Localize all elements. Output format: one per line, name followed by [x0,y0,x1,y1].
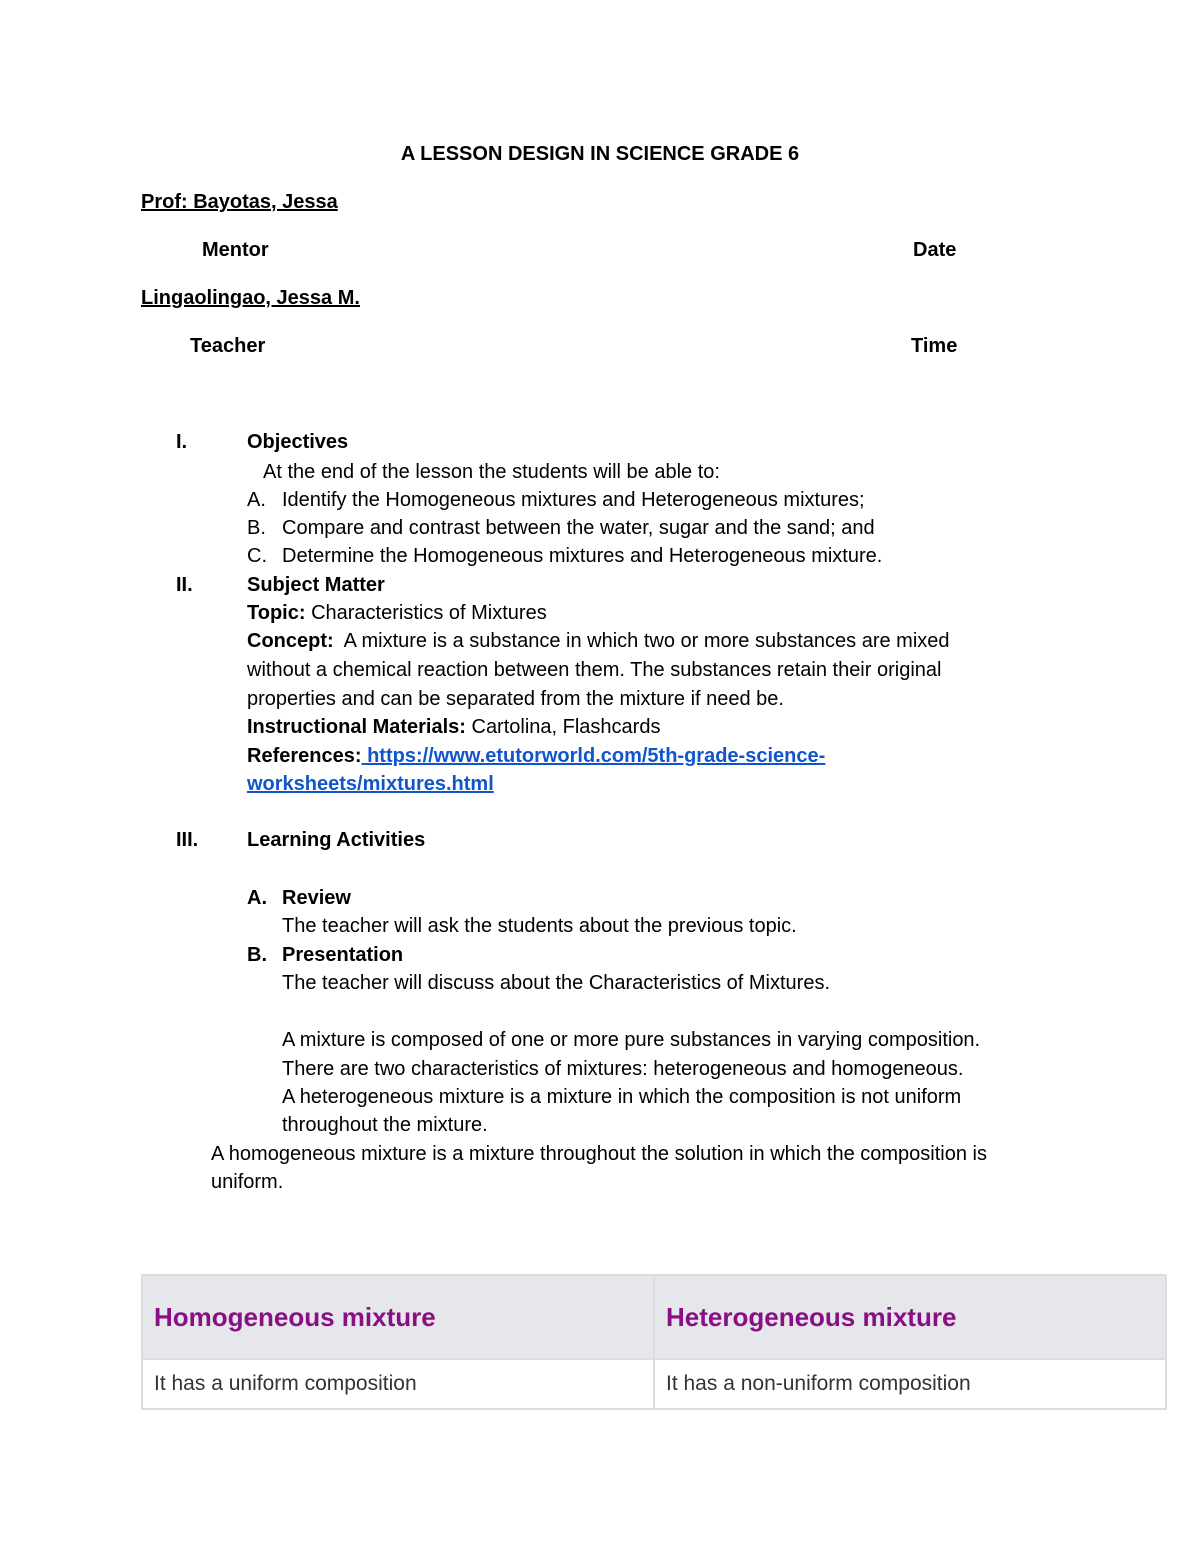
objective-letter: B. [247,517,266,539]
review-text: The teacher will ask the students about the previous topic. [282,915,797,937]
homogeneous-paragraph: A homogeneous mixture is a mixture throughout the solution in which the composition is [211,1143,987,1165]
teacher-label: Teacher [190,335,266,357]
reference-link[interactable]: worksheets/mixtures.html [247,773,494,795]
references-label: References: [247,745,362,767]
objective-item: Compare and contrast between the water, sugar and the sand; and [282,517,875,539]
date-label: Date [913,239,957,261]
objectives-intro: At the end of the lesson the students will be able to: [263,461,720,483]
concept-label: Concept: [247,630,334,652]
references-line [247,744,825,768]
presentation-heading: Presentation [282,944,404,966]
concept-text: properties and can be separated from the mixture if need be. [247,688,784,710]
topic-line [247,601,547,625]
activity-letter: A. [247,887,267,909]
reference-link[interactable]: https://www.etutorworld.com/5th-grade-science- [361,745,826,767]
mentor-label: Mentor [202,239,269,261]
subject-matter-heading: Subject Matter [247,574,385,596]
document-title: A LESSON DESIGN IN SCIENCE GRADE 6 [400,143,800,165]
concept-text: A mixture is a substance in which two or more substances are mixed [333,630,950,652]
section-numeral-1: I. [176,431,188,453]
prof-name: Prof: Bayotas, Jessa [141,191,338,213]
objective-letter: A. [247,489,266,511]
teacher-name: Lingaolingao, Jessa M. [141,287,360,309]
presentation-paragraph: throughout the mixture. [282,1114,488,1136]
presentation-paragraph: There are two characteristics of mixtures: heterogeneous and homogeneous. [282,1058,964,1080]
time-label: Time [911,335,958,357]
homogeneous-paragraph: uniform. [211,1171,284,1193]
table-header-row [142,1275,1166,1359]
activity-letter: B. [247,944,267,966]
presentation-paragraph: A mixture is composed of one or more pure substances in varying composition. [282,1029,981,1051]
table-cell: It has a uniform composition [142,1359,654,1409]
table-row [142,1359,1166,1409]
concept-line [247,629,950,653]
learning-activities-heading: Learning Activities [247,829,426,851]
table-header-cell: Heterogeneous mixture [654,1275,1166,1359]
section-numeral-2: II. [176,574,193,596]
mixture-comparison-table [141,1274,1167,1410]
objective-letter: C. [247,545,267,567]
topic-value: Characteristics of Mixtures [305,602,547,624]
materials-value: Cartolina, Flashcards [465,716,661,738]
materials-line [247,715,660,739]
table-cell: It has a non-uniform composition [654,1359,1166,1409]
concept-text: without a chemical reaction between them. The substances retain their original [247,659,942,681]
table-header-cell: Homogeneous mixture [142,1275,654,1359]
presentation-text: The teacher will discuss about the Characteristics of Mixtures. [282,972,830,994]
materials-label: Instructional Materials: [247,716,466,738]
presentation-paragraph: A heterogeneous mixture is a mixture in which the composition is not uniform [282,1086,962,1108]
review-heading: Review [282,887,351,909]
objective-item: Identify the Homogeneous mixtures and Heterogeneous mixtures; [282,489,865,511]
topic-label: Topic: [247,602,306,624]
objective-item: Determine the Homogeneous mixtures and Heterogeneous mixture. [282,545,883,567]
section-numeral-3: III. [176,829,199,851]
objectives-heading: Objectives [247,431,349,453]
